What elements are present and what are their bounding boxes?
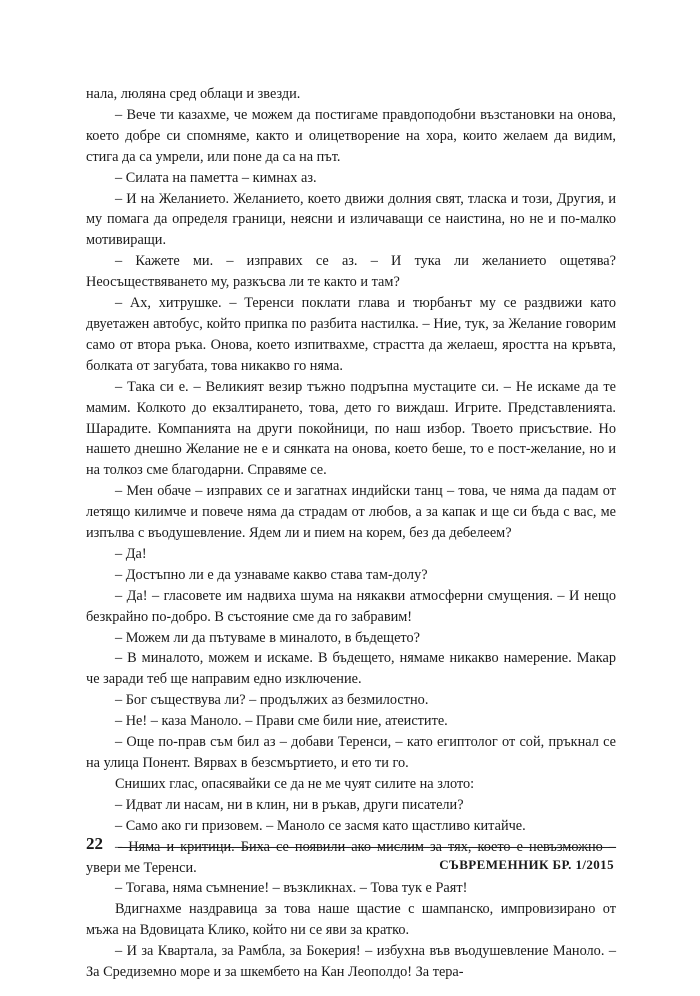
- body-text: [86, 84, 616, 983]
- paragraph: – Ах, хитрушке. – Теренси поклати глава и тюрбанът му се раздвижи като двуетажен автобус, който припка по разбита настилка. – Ние, тук, за Желание говорим само от втора ръка. Онова, което изпитвахме, страстта да желаеш, яростта на кръвта, болката от загубата, това никакво го няма.: [86, 295, 616, 374]
- paragraph: – Мен обаче – изправих се и загатнах индийски танц – това, че няма да падам от летящо килимче и повече няма да страдам от любов, а за капак и ще си бъда с вас, ме изпълва с въодушевление. Ядем ли и пием на корем, без да дебелеем?: [86, 483, 616, 542]
- paragraph: – И за Квартала, за Рамбла, за Бокерия! – избухна във въодушевление Маноло. – За Средиземно море и за шкембето на Кан Леополдо! За тера-: [86, 943, 616, 981]
- page-number: 22: [86, 834, 103, 853]
- paragraph: – Тогава, няма съмнение! – възкликнах. – Това тук е Раят!: [115, 880, 468, 897]
- paragraph: нала, люляна сред облаци и звезди.: [86, 86, 301, 102]
- paragraph: – Още по-прав съм бил аз – добави Теренси, – като египтолог от сой, пръкнал се на улица Понент. Вярвах в безсмъртието, и ето ти го.: [86, 734, 616, 771]
- paragraph: – Да!: [115, 545, 147, 562]
- paragraph: – Достъпно ли е да узнаваме какво става там-долу?: [115, 566, 428, 583]
- journal-title: СЪВРЕМЕННИК БР. 1/2015: [439, 857, 614, 872]
- paragraph: – Можем ли да пътуваме в миналото, в бъдещето?: [115, 629, 420, 646]
- paragraph: – Не! – каза Маноло. – Прави сме били ние, атеистите.: [115, 713, 448, 730]
- paragraph: – Бог съществува ли? – продължих аз безмилостно.: [115, 692, 429, 709]
- paragraph: – Само ако ги призовем. – Маноло се засмя като щастливо китайче.: [115, 817, 526, 834]
- paragraph: – Вече ти казахме, че можем да постигаме правдоподобни възстановки на онова, което добре си спомняме, както и олицетворение на хора, които желаем да видим, стига да са умрели, или поне да са на път.: [86, 106, 616, 165]
- paragraph: – Кажете ми. – изправих се аз. – И тука ли желанието ощетява? Неосъществяването му, разкъсва ли те както и там?: [86, 253, 616, 291]
- paragraph: – Няма и критици. Биха се появили ако мислим за тях, което е невъзможно – увери ме Теренси.: [86, 838, 616, 876]
- paragraph: – Идват ли насам, ни в клин, ни в ръкав, други писатели?: [115, 796, 464, 813]
- paragraph: – И на Желанието. Желанието, което движи долния свят, тласка и този, Другия, и му помага да определя граници, неясни и изличаващи се наистина, но не и по-малко мотивиращи.: [86, 190, 616, 249]
- footer-rule: [118, 847, 616, 848]
- paragraph: – В миналото, можем и искаме. В бъдещето, нямаме никакво намерение. Макар че заради теб ще направим едно изключение.: [86, 650, 616, 688]
- paragraph: Сниших глас, опасявайки се да не ме чуят силите на злото:: [115, 775, 475, 792]
- paragraph: – Силата на паметта – кимнах аз.: [115, 169, 317, 186]
- paragraph: – Така си е. – Великият везир тъжно подръпна мустаците си. – Не искаме да те мамим. Колкото до екзалтирането, това, дето го виждаш. Игрите. Представленията. Шарадите. Компанията на други покойници, по наш избор. Твоето присъствие. Но нашето днешно Желание не е и сянката на онова, което беше, то е пост-желание, но и на толкоз сме благодарни. Справяме се.: [86, 378, 616, 479]
- paragraph: Вдигнахме наздравица за това наше щастие с шампанско, импровизирано от мъжа на Вдовицата Клико, който ни се яви за кратко.: [86, 901, 616, 939]
- paragraph: – Да! – гласовете им надвиха шума на някакви атмосферни смущения. – И нещо безкрайно по-добро. В състояние сме да го забравим!: [86, 587, 616, 625]
